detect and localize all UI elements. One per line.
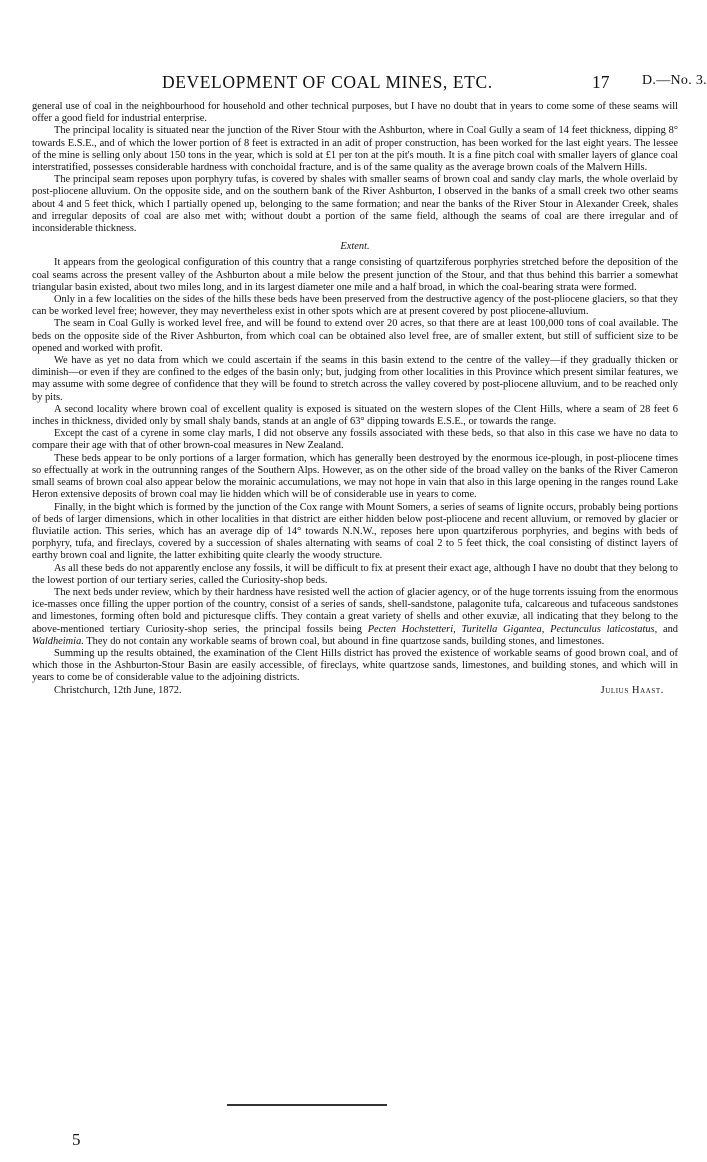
paragraph-text: They do not contain any workable seams of brown coal, but abound in fine quartzose sands, building stones, and limestones. — [86, 635, 605, 647]
signoff-author: Julius Haast. — [600, 684, 664, 696]
paragraph: Except the cast of a cyrene in some clay marls, I did not observe any fossils associated with these beds, so that also in this case we have no data to compare their age with that of other brown-coal measures in New Zealand. — [32, 428, 678, 452]
footer-rule — [227, 1104, 387, 1106]
paragraph: Only in a few localities on the sides of the hills these beds have been preserved from the destructive agency of the post-pliocene glaciers, so that they can be worked level free; however, they may nevertheless exist in other spots which are at present covered by post pliocene-alluvium. — [32, 294, 678, 318]
fossil-name: Waldheimia. — [32, 635, 84, 647]
paragraph: general use of coal in the neighbourhood for household and other technical purposes, but I have no doubt that in years to come some of these seams will offer a good field for industrial enterprise. — [32, 101, 678, 125]
page-title: DEVELOPMENT OF COAL MINES, ETC. — [162, 72, 493, 92]
paragraph: The principal locality is situated near the junction of the River Stour with the Ashburton, where in Coal Gully a seam of 14 feet thickness, dipping 8° towards E.S.E., and of which the lower portion of 8 feet is extracted in an adit of proper construction, has been worked for the last eight years. The lessee of the mine is selling only about 150 tons in the year, which is sold at £1 per ton at the pit's mouth. It is a fine pitch coal with smaller layers of glance coal interstratified, possesses considerable hardness with conchoidal fracture, and is of the same quality as the average brown coals of the Malvern Hills. — [32, 125, 678, 174]
page-number: 17 — [592, 72, 610, 92]
document-reference: D.—No. 3. — [642, 73, 707, 88]
sheet-number: 5 — [72, 1130, 81, 1149]
paragraph: These beds appear to be only portions of a larger formation, which has generally been destroyed by the enormous ice-plough, in post-pliocene times so effectually at work in the outrunning ranges of the Southern Alps. However, as on the other side of the broad valley on the banks of the River Cameron small seams of brown coal also appear below the morainic accumulations, we may not hope in vain that also in this large opening in the ranges round Lake Heron extensive deposits of brown coal may lie hidden which will be of considerable use in years to come. — [32, 452, 678, 501]
paragraph: Summing up the results obtained, the examination of the Clent Hills district has proved the existence of workable seams of good brown coal, and of which those in the Ashburton-Stour Basin are easily accessible, of fireclays, white quartzose sands, limestones, and building stones, and which will in years to come be of considerable value to the adjoining districts. — [32, 647, 678, 684]
paragraph: The seam in Coal Gully is worked level free, and will be found to extend over 20 acres, so that there are at least 100,000 tons of coal available. The beds on the opposite side of the River Ashburton, from which coal can be obtained also level free, are of smaller extent, but still of sufficient size to be opened and worked with profit. — [32, 318, 678, 354]
paragraph: It appears from the geological configuration of this country that a range consisting of quartziferous porphyries stretched before the deposition of the coal seams across the present valley of the Ashburton about a mile below the present junction of the Stour, and that thus behind this barrier a somewhat triangular basin existed, about two miles long, and in its largest diameter one mile and a half broad, in which the coal-bearing strata were formed. — [32, 257, 678, 293]
section-heading: Extent. — [340, 241, 370, 253]
paragraph — [32, 587, 678, 648]
running-header — [32, 72, 707, 94]
paragraph: The principal seam reposes upon porphyry tufas, is covered by shales with smaller seams of brown coal and sandy clay marls, the whole overlaid by post-pliocene alluvium. On the opposite side, and on the southern bank of the River Ashburton, I observed in the banks of a small creek two other seams about 4 and 5 feet thick, which I partially opened up, belonging to the same formation; and near the banks of the River Stour in Alexander Creek, shales and irregular deposits of coal are also met with; without doubt a portion of the same field, although the seams of coal are there irregular and of inconsiderable thickness. — [32, 174, 678, 235]
signoff — [32, 685, 678, 697]
report-body — [32, 101, 678, 697]
paragraph-text: The next beds under review, which by their hardness have resisted well the action of glacier agency, or of the huge torrents issuing from the enormous ice-masses once filling the upper portion of the country, consist of a series of sands, shell-sandstone, palagonite tufa, calcareous and tufaceous sandstones and limestones, forming often bold and picturesque cliffs. They contain a great variety of shells and other exuviæ, all indicating that they belong to the above-mentioned tertiary Curiosity-shop series, the principal fossils being — [32, 586, 678, 635]
paragraph: A second locality where brown coal of excellent quality is exposed is situated on the western slopes of the Clent Hills, where a seam of 28 feet 6 inches in thickness, divided only by small shaly bands, stands at an angle of 63° dipping towards E.S.E., or towards the range. — [32, 403, 678, 428]
paragraph: We have as yet no data from which we could ascertain if the seams in this basin extend to the centre of the valley—if they gradually thicken or diminish—or even if they are confined to the edges of the basin only; but, judging from other localities in this Province which present similar features, we may assume with some degree of confidence that they will be found to stretch across the valley covered by post-pliocene alluvium, and to be reached only by pits. — [32, 355, 678, 403]
paragraph: Finally, in the bight which is formed by the junction of the Cox range with Mount Somers, a series of seams of lignite occurs, probably being portions of beds of larger dimensions, which in other localities in that district are either hidden below post-pliocene and recent alluvium, or removed by glacier or fluviatile action. This series, which has an average dip of 14° towards N.N.W., reposes here upon quartziferous porphyries, and begins with beds of porphyry, tufa, and fireclays, covered by a succession of shales alternating with seams of coal 2 to 5 feet thick, the coal consisting of distinct layers of earthy brown coal and lignite, the latter exhibiting quite clearly the woody structure. — [32, 501, 678, 562]
fossil-names: Pecten Hochstetteri, Turitella Gigantea, Pectunculus laticostatus, — [367, 623, 658, 635]
paragraph-text: and — [662, 623, 678, 635]
paragraph: As all these beds do not apparently enclose any fossils, it will be difficult to fix at present their exact age, although I have no doubt that they belong to the lowest portion of our tertiary series, called the Curiosity-shop beds. — [32, 562, 678, 586]
signoff-place-date: Christchurch, 12th June, 1872. — [54, 684, 182, 696]
